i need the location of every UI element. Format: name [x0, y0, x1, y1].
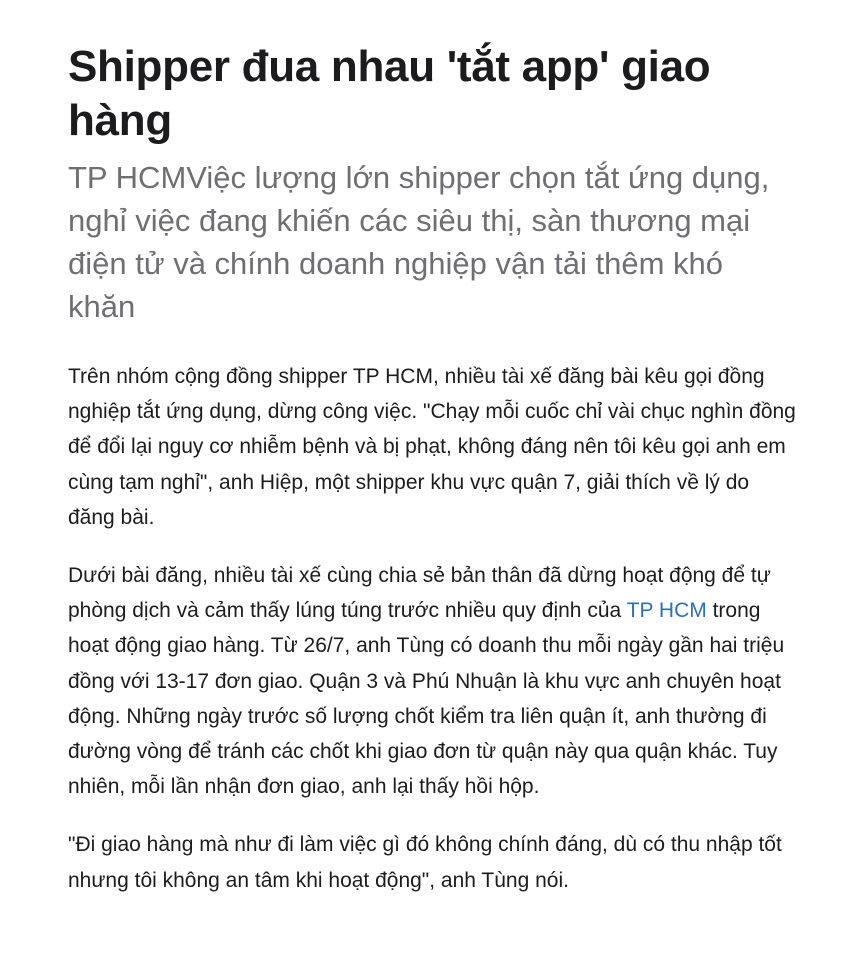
article: [68, 40, 798, 898]
paragraph-2-text-start: Dưới bài đăng, nhiều tài xế cùng chia sẻ bản thân đã dừng hoạt động để tự phòng dịch và cảm thấy lúng túng trước nhiều quy định của: [68, 564, 771, 623]
sapo-location: TP HCM: [68, 160, 187, 195]
sapo-text: Việc lượng lớn shipper chọn tắt ứng dụng, nghỉ việc đang khiến các siêu thị, sàn thương mại điện tử và chính doanh nghiệp vận tải thêm khó khăn: [68, 160, 770, 324]
paragraph-2-text-end: trong hoạt động giao hàng. Từ 26/7, anh Tùng có doanh thu mỗi ngày gần hai triệu đồng với 13-17 đơn giao. Quận 3 và Phú Nhuận là khu vực anh chuyên hoạt động. Những ngày trước số lượng chốt kiểm tra liên quận ít, anh thường đi đường vòng để tránh các chốt khi giao đơn từ quận này qua quận khác. Tuy nhiên, mỗi lần nhận đơn giao, anh lại thấy hồi hộp.: [68, 599, 785, 799]
article-sapo: [68, 156, 798, 328]
article-title: Shipper đua nhau 'tắt app' giao hàng: [68, 42, 711, 145]
paragraph-2: [68, 558, 798, 804]
paragraph-1: Trên nhóm cộng đồng shipper TP HCM, nhiều tài xế đăng bài kêu gọi đồng nghiệp tắt ứng dụng, dừng công việc. "Chạy mỗi cuốc chỉ vài chục nghìn đồng để đổi lại nguy cơ nhiễm bệnh và bị phạt, không đáng nên tôi kêu gọi anh em cùng tạm nghỉ", anh Hiệp, một shipper khu vực quận 7, giải thích về lý do đăng bài.: [68, 365, 796, 529]
tp-hcm-link[interactable]: TP HCM: [626, 599, 707, 623]
paragraph-3: "Đi giao hàng mà như đi làm việc gì đó không chính đáng, dù có thu nhập tốt nhưng tôi không an tâm khi hoạt động", anh Tùng nói.: [68, 833, 782, 892]
